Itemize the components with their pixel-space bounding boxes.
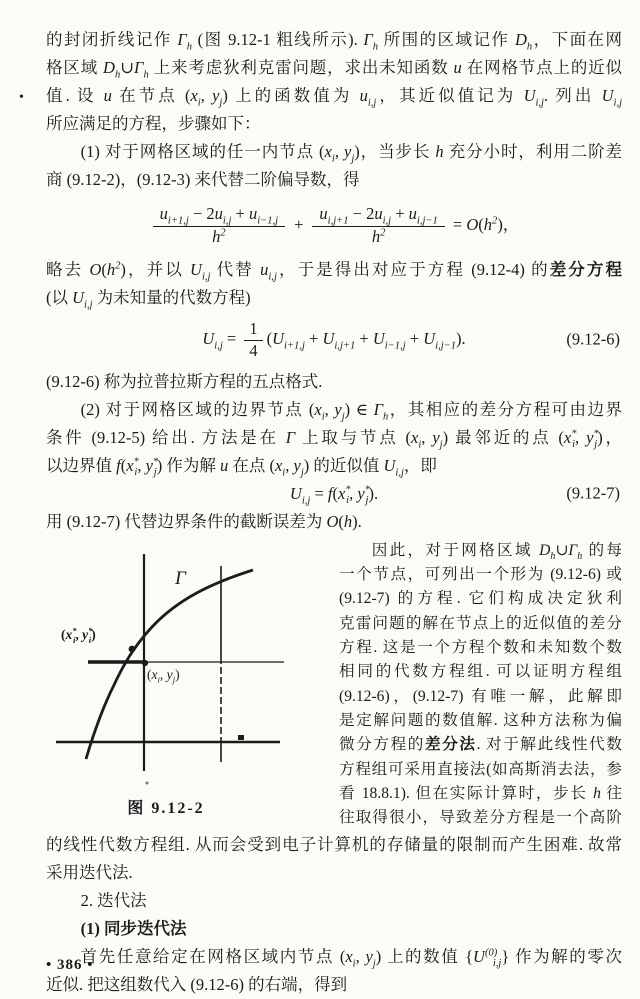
text-line: (9.12-6)，(9.12-7) 有唯一解，此解即 [339, 687, 622, 705]
text-line: 首先任意给定在网格区域内节点 ($x_i$, $y_j$) 上的数值 $\{U^{(0)}_{i,j}\}$ 作为解的零次 [80, 946, 622, 970]
equation-number: (9.12-6) [566, 329, 620, 349]
text-line: 近似. 把这组数代入 (9.12-6) 的右端，得到 [46, 974, 348, 994]
text-line: 值. 设 u 在节点 ($x_i$, $y_j$) 上的函数值为 $u_{i,j}$，其近似值记为 $U_{i,j}$. 列出 $U_{i,j}$ [46, 86, 623, 109]
text-line: 是定解问题的数值解. 这种方法称为偏 [339, 711, 622, 729]
text-line: 条件 (9.12-5) 给出. 方法是在 Γ 上取与节点 ($x_i$, $y_j$) 最邻近的点 ($x^*_i$, $y^*_j$)， [46, 427, 623, 451]
equation-number: (9.12-7) [566, 483, 620, 503]
text-line: 以边界值 $f(x^*_i$, $y^*_j$) 作为解 u 在点 ($x_i$, $y_j$) 的近似值 $U_{i,j}$，即 [46, 455, 437, 479]
figure-9-12-2 [46, 539, 333, 831]
curve-gamma-label: Γ [175, 567, 186, 589]
fraction: $\frac{u_{i,j+1} - 2u_{i,j} + u_{i,j-1}}{h^2}$ [312, 205, 444, 247]
equation-rhs: $(U_{i+1,j} + U_{i,j+1} + U_{i-1,j} + U_{i,j-1})$. [266, 329, 466, 352]
subsection-heading-sync-iteration: (1) 同步迭代法 [80, 918, 187, 938]
figure-and-text-section [46, 539, 622, 831]
boundary-point-label: ($x^*_i$, $y^*_i$) [61, 625, 96, 645]
text-line: (2) 对于网格区域的边界节点 ($x_i$, $y_j$) ∈ $\Gamma_h$，其相应的差分方程可由边界 [80, 399, 623, 423]
boundary-point-dot [129, 645, 136, 652]
equation-body: $U_{i,j} = f(x^*_i$, $y^*_j$). [289, 483, 379, 507]
text-line: 用 (9.12-7) 代替边界条件的截断误差为 O(h). [46, 511, 362, 531]
boundary-curve [86, 567, 253, 759]
text-line: 看 18.8.1). 但在实际计算时，步长 h 往 [339, 784, 622, 802]
page-number: • 386 • [46, 957, 94, 973]
text-line: (9.12-6) 称为拉普拉斯方程的五点格式. [46, 371, 323, 391]
stray-ink-blob [238, 735, 244, 740]
equation-lhs: $U_{i,j}$ = [202, 329, 241, 352]
stray-ink-speck [146, 781, 149, 784]
text-line: (以 $U_{i,j}$ 为未知量的代数方程) [46, 287, 251, 311]
text-line: (1) 对于网格区域的任一内节点 ($x_i$, $y_j$)，当步长 h 充分小时，利用二阶差 [80, 142, 623, 165]
plus-operator: + [294, 214, 304, 234]
text-line: 商 (9.12-2)，(9.12-3) 来代替二阶偏导数，得 [46, 170, 360, 189]
figure-caption: 图 9.12-2 [127, 799, 205, 817]
grid-node-label: ($x_i$, $y_j$) [147, 666, 180, 685]
text-line: 的线性代数方程组. 从而会受到电子计算机的存储量的限制而产生困难. 故常 [46, 834, 622, 854]
equation-9-12-6 [46, 320, 622, 361]
text-line: 克雷问题的解在节点上的近似值的差分 [339, 614, 622, 632]
section-heading-iteration: 2. 迭代法 [80, 890, 147, 910]
text-line: 因此，对于网格区域 $D_h\cup\Gamma_h$ 的每 [371, 541, 622, 562]
margin-mark-dot: • [19, 90, 24, 105]
equation-difference-quotient [46, 205, 622, 247]
text-line: 一个节点，可列出一个形为 (9.12-6) 或 [339, 566, 622, 584]
text-line: 格区域 $D_h\cup\Gamma_h$ 上来考虑狄利克雷问题，求出未知函数 u 在网格节点上的近似 [46, 58, 623, 81]
fraction: $\frac{u_{i+1,j} - 2u_{i,j} + u_{i-1,j}}{h^2}$ [153, 205, 285, 247]
grid-boundary-diagram [46, 539, 333, 791]
right-text-column [333, 539, 622, 831]
text-line: (9.12-7) 的方程. 它们构成决定狄利 [339, 590, 622, 608]
fraction-one-quarter: $\frac{1}{4}$ [244, 320, 262, 361]
text-line: 的封闭折线记作 $\Gamma_h$ (图 9.12-1 粗线所示). $\Gamma_h$ 所围的区域记作 $D_h$，下面在网 [46, 30, 623, 53]
text-line: 相同的代数方程组. 可以证明方程组 [339, 663, 622, 681]
grid-node-dot [142, 660, 148, 666]
text-line: 往取得很小，导致差分方程是一个高阶 [339, 809, 622, 827]
text-line: 采用迭代法. [46, 862, 133, 882]
equation-9-12-7 [46, 483, 622, 507]
text-line: 所应满足的方程，步骤如下： [46, 114, 261, 133]
equation-rhs: = $O(h^2)$， [448, 214, 520, 234]
text-line: 方程组可采用直接法(如高斯消去法，参 [339, 760, 622, 778]
text-line: 方程. 这是一个方程个数和未知数个数 [339, 639, 622, 657]
text-line: 略去 $O(h^2)$，并以 $U_{i,j}$ 代替 $u_{i,j}$，于是得出对应于方程 (9.12-4) 的差分方程 [46, 259, 623, 283]
text-line: 微分方程的差分法. 对于解此线性代数 [339, 736, 622, 754]
